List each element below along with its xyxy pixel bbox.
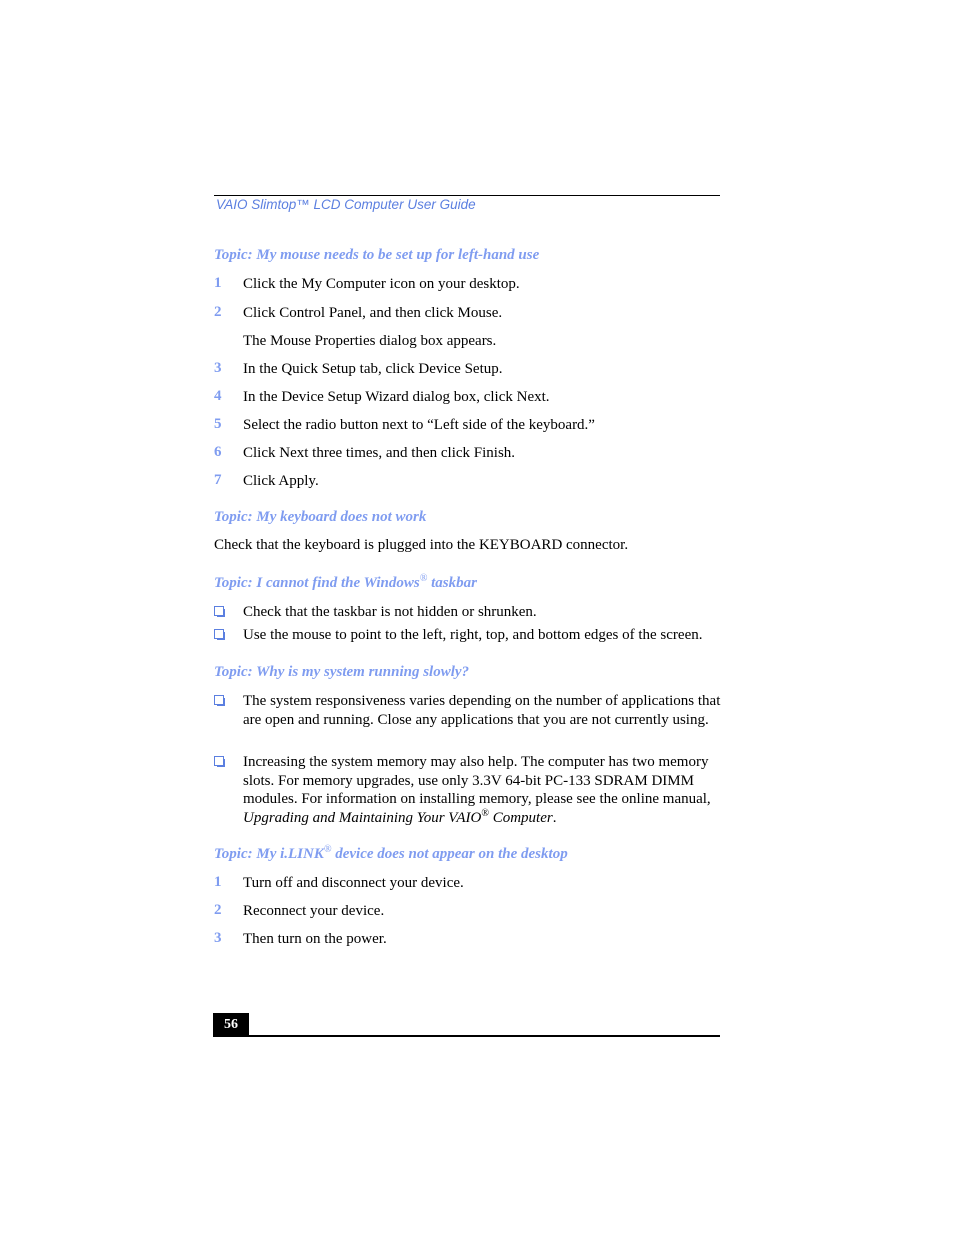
step-note: The Mouse Properties dialog box appears. [243, 333, 497, 349]
checkbox-bullet-icon [214, 756, 224, 766]
step-text: Click the My Computer icon on your desktop. [243, 276, 520, 292]
step-number: 5 [214, 416, 222, 432]
topic-title-keyboard: Topic: My keyboard does not work [214, 509, 427, 525]
checkbox-bullet-icon [214, 606, 224, 616]
step-text: In the Quick Setup tab, click Device Setup. [243, 361, 503, 377]
step-text: In the Device Setup Wizard dialog box, click Next. [243, 389, 550, 405]
bullet-text: Use the mouse to point to the left, right, top, and bottom edges of the screen. [243, 627, 703, 643]
bullet-text: The system responsiveness varies depending on the number of applications that are open and running. Close any applications that you are not currently using. [243, 693, 721, 728]
step-text: Click Next three times, and then click Finish. [243, 445, 516, 461]
topic-title-slow-system: Topic: Why is my system running slowly? [214, 664, 470, 680]
bullet-text: Check that the taskbar is not hidden or shrunken. [243, 604, 537, 620]
step-number: 3 [214, 360, 222, 376]
step-text: Reconnect your device. [243, 903, 385, 919]
topic-title-left-hand-mouse: Topic: My mouse needs to be set up for left-hand use [214, 247, 540, 263]
checkbox-bullet-icon [214, 629, 224, 639]
bullet-text: Increasing the system memory may also help. The computer has two memory slots. For memory upgrades, use only 3.3V 64-bit PC-133 SDRAM DIMM modules. For information on installing memory, please see the online manual, Upgrading and Maintaining Your VAIO® Computer. [243, 754, 711, 826]
step-number: 4 [214, 388, 222, 404]
footer-rule [213, 1035, 720, 1037]
step-number: 1 [214, 874, 222, 890]
step-text: Select the radio button next to “Left side of the keyboard.” [243, 417, 595, 433]
step-number: 3 [214, 930, 222, 946]
step-text: Click Apply. [243, 473, 319, 489]
step-number: 7 [214, 472, 222, 488]
step-text: Click Control Panel, and then click Mouse. [243, 305, 503, 321]
step-number: 2 [214, 902, 222, 918]
header-rule [214, 195, 720, 196]
step-text: Turn off and disconnect your device. [243, 875, 464, 891]
page-number: 56 [213, 1013, 249, 1036]
checkbox-bullet-icon [214, 695, 224, 705]
topic-body: Check that the keyboard is plugged into the KEYBOARD connector. [214, 537, 629, 553]
step-number: 1 [214, 275, 222, 291]
step-number: 2 [214, 304, 222, 320]
guide-title: VAIO Slimtop™ LCD Computer User Guide [216, 197, 476, 212]
topic-title-ilink-device: Topic: My i.LINK® device does not appear on the desktop [214, 844, 568, 862]
topic-title-taskbar: Topic: I cannot find the Windows® taskbar [214, 573, 477, 591]
step-text: Then turn on the power. [243, 931, 387, 947]
step-number: 6 [214, 444, 222, 460]
